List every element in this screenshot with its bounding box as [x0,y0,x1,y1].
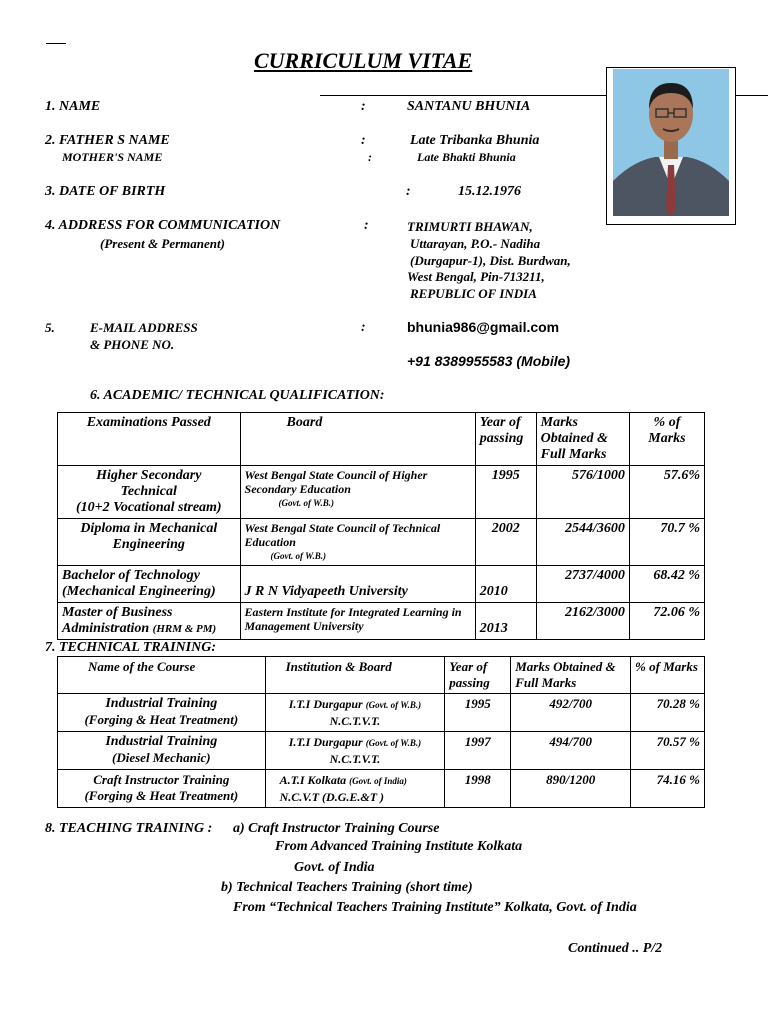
institution-cell [265,694,445,732]
marks-cell: 576/1000 [536,466,629,519]
course-sub: (Diesel Mechanic) [112,750,211,765]
pct-cell: 57.6% [629,466,704,519]
exam-line: Engineering [112,537,185,552]
institution-name: I.T.I Durgapur [288,697,363,711]
exam-line: Diploma in Mechanical [80,521,218,536]
table-row [58,466,705,519]
institution-sub: N.C.V.T (D.G.E.&T ) [279,790,385,804]
exam-line: Technical [120,484,177,499]
exam-cell [58,603,241,640]
dob-label: 3. DATE OF BIRTH [45,184,166,199]
marks-cell: 494/700 [511,732,631,770]
exam-cell [58,566,241,603]
father-label: 2. FATHER S NAME [45,133,170,148]
continued-footer: Continued .. P/2 [568,941,663,956]
marks-cell: 492/700 [511,694,631,732]
marks-cell: 890/1200 [511,770,631,808]
dob-colon: : [406,184,411,199]
address-line-1: TRIMURTI BHAWAN, [407,219,533,234]
course-name: Industrial Training [105,734,218,749]
teaching-item-b-from: From “Technical Teachers Training Institute” Kolkata, Govt. of India [233,900,637,915]
table-row [58,732,705,770]
board-text: J R N Vidyapeeth University [244,584,408,599]
teaching-item-a-from: From Advanced Training Institute Kolkata [275,839,523,854]
exam-line: Higher Secondary [96,468,202,483]
course-cell [58,732,266,770]
father-value: Late Tribanka Bhunia [410,133,540,148]
header-exam: Examinations Passed [58,413,241,466]
header-pct: % of Marks [631,657,705,694]
institution-cell [265,732,445,770]
pct-cell: 70.7 % [629,519,704,566]
table-row [58,566,705,603]
header-pct: % of Marks [629,413,704,466]
course-sub: (Forging & Heat Treatment) [84,712,239,727]
institution-sub: N.C.T.V.T. [329,714,381,728]
table-header-row [58,657,705,694]
board-text: West Bengal State Council of Higher Secondary Education [244,468,428,496]
course-cell [58,694,266,732]
year-cell: 1995 [475,466,536,519]
year-cell: 1998 [445,770,511,808]
mother-label: MOTHER'S NAME [62,150,163,164]
pct-cell: 74.16 % [631,770,705,808]
exam-line: Master of Business [62,605,173,620]
email-sublabel: & PHONE NO. [90,337,175,352]
teaching-heading: 8. TEACHING TRAINING : [45,821,213,836]
email-value: bhunia986@gmail.com [407,319,560,335]
address-line-4: West Bengal, Pin-713211, [407,269,545,284]
marks-cell: 2162/3000 [536,603,629,640]
mother-value: Late Bhakti Bhunia [417,150,516,164]
page-title: CURRICULUM VITAE [254,48,473,73]
board-cell [240,466,475,519]
board-note: (Govt. of W.B.) [270,551,326,561]
institution-line [270,734,441,751]
course-sub: (Forging & Heat Treatment) [84,788,239,803]
header-marks: Marks Obtained & Full Marks [511,657,631,694]
marks-cell: 2544/3600 [536,519,629,566]
institution-line [270,696,441,713]
email-label: E-MAIL ADDRESS [90,320,198,335]
institution-note: (Govt. of W.B.) [365,738,422,748]
exam-note: (HRM & PM) [152,623,217,635]
teaching-item-a: a) Craft Instructor Training Course [233,821,440,836]
address-line-3: (Durgapur-1), Dist. Burdwan, [410,253,571,268]
header-year: Year of passing [445,657,511,694]
exam-cell [58,519,241,566]
pct-cell: 72.06 % [629,603,704,640]
father-colon: : [361,133,366,148]
exam-cell [58,466,241,519]
academic-table [57,412,705,640]
mother-colon: : [368,150,372,164]
header-board [240,413,475,466]
academic-heading: 6. ACADEMIC/ TECHNICAL QUALIFICATION: [90,388,385,403]
email-number: 5. [45,320,55,335]
institution-name: I.T.I Durgapur [288,735,363,749]
top-dash [46,43,66,44]
board-cell [240,566,475,603]
teaching-item-a-govt: Govt. of India [294,860,375,875]
year-cell: 1997 [445,732,511,770]
training-heading: 7. TECHNICAL TRAINING: [45,640,217,655]
exam-line-text: Administration [62,621,150,636]
institution-note: (Govt. of W.B.) [365,700,422,710]
institution-sub: N.C.T.V.T. [329,752,381,766]
header-course: Name of the Course [58,657,266,694]
institution-cell [265,770,445,808]
address-label: 4. ADDRESS FOR COMMUNICATION [45,218,281,233]
teaching-item-b: b) Technical Teachers Training (short time) [221,880,473,895]
pct-cell: 70.28 % [631,694,705,732]
table-row [58,770,705,808]
institution-note: (Govt. of India) [349,776,407,786]
exam-line [62,621,236,637]
header-marks: Marks Obtained & Full Marks [536,413,629,466]
address-colon: : [364,218,369,233]
header-board-text: Board [286,415,323,430]
board-cell [240,603,475,640]
header-year: Year of passing [475,413,536,466]
pct-cell: 70.57 % [631,732,705,770]
institution-name: A.T.I Kolkata [279,773,347,787]
address-sublabel: (Present & Permanent) [100,236,225,251]
name-colon: : [361,99,366,114]
pct-cell: 68.42 % [629,566,704,603]
board-note: (Govt. of W.B.) [278,498,334,508]
table-row [58,694,705,732]
address-line-5: REPUBLIC OF INDIA [410,286,537,301]
marks-cell: 2737/4000 [536,566,629,603]
year-cell: 1995 [445,694,511,732]
board-text: West Bengal State Council of Technical Education [244,521,441,549]
exam-line: Bachelor of Technology [62,568,200,583]
header-institution: Institution & Board [265,657,445,694]
email-colon: : [361,320,366,335]
phone-value: +91 8389955583 (Mobile) [407,353,571,369]
institution-line [280,772,441,789]
course-name: Craft Instructor Training [93,772,230,787]
year-cell: 2010 [475,566,536,603]
year-cell: 2002 [475,519,536,566]
profile-photo [606,67,736,225]
table-header-row [58,413,705,466]
board-cell [240,519,475,566]
name-value: SANTANU BHUNIA [407,99,531,114]
course-name: Industrial Training [105,696,218,711]
table-row [58,519,705,566]
name-label: 1. NAME [45,99,101,114]
address-line-2: Uttarayan, P.O.- Nadiha [410,236,541,251]
exam-line: (10+2 Vocational stream) [75,500,222,515]
dob-value: 15.12.1976 [458,184,521,199]
year-cell: 2013 [475,603,536,640]
course-cell [58,770,266,808]
board-text: Eastern Institute for Integrated Learning in Management University [244,605,462,633]
training-table [57,656,705,808]
exam-line: (Mechanical Engineering) [62,584,216,599]
table-row [58,603,705,640]
